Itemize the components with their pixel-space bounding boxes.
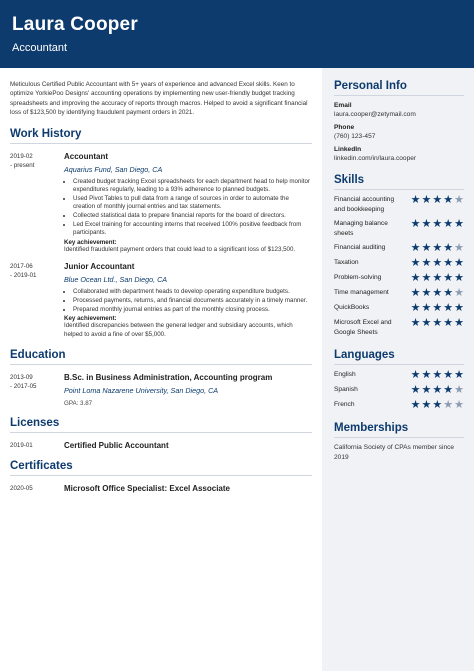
job-company: Blue Ocean Ltd., San Diego, CA — [64, 275, 168, 285]
key-achievement-label: Key achievement: — [64, 238, 117, 246]
skill-item — [334, 273, 464, 283]
star-filled-icon: ★ — [432, 369, 443, 381]
job-date — [10, 152, 64, 255]
star-filled-icon: ★ — [432, 302, 443, 314]
star-filled-icon: ★ — [432, 287, 443, 299]
skill-item — [334, 318, 464, 337]
skill-item — [334, 303, 464, 313]
star-filled-icon: ★ — [443, 317, 454, 329]
star-filled-icon: ★ — [421, 287, 432, 299]
education-gpa: GPA: 3.87 — [64, 400, 93, 408]
skill-rating — [411, 318, 464, 328]
skill-item — [334, 243, 464, 253]
job-bullet: • Used Pivot Tables to pull data from a range of sources in order to automate the creation of monthly journal entries and tax statements. — [73, 195, 312, 212]
certificates-title: Certificates — [10, 460, 312, 476]
skill-rating — [411, 288, 464, 298]
star-filled-icon: ★ — [410, 399, 421, 411]
skills-title: Skills — [334, 174, 464, 190]
job-title: Junior Accountant — [64, 262, 135, 272]
star-filled-icon: ★ — [443, 257, 454, 269]
star-empty-icon: ★ — [443, 399, 454, 411]
skill-name: Time management — [334, 289, 389, 296]
star-filled-icon: ★ — [421, 218, 432, 230]
star-filled-icon: ★ — [421, 272, 432, 284]
key-achievement-text: Identified fraudulent payment orders that could lead to a significant loss of $123,500. — [64, 245, 296, 253]
star-filled-icon: ★ — [432, 242, 443, 254]
education-date — [10, 373, 64, 407]
star-filled-icon: ★ — [410, 218, 421, 230]
candidate-role: Accountant — [12, 42, 68, 54]
star-filled-icon: ★ — [410, 194, 421, 206]
star-filled-icon: ★ — [432, 399, 443, 411]
education-date-end: - 2017-05 — [10, 383, 37, 391]
star-filled-icon: ★ — [421, 257, 432, 269]
job-bullet: • Collected statistical data to prepare financial reports for the board of directors. — [73, 212, 312, 221]
skill-name: Taxation — [334, 259, 359, 266]
star-filled-icon: ★ — [421, 369, 432, 381]
star-filled-icon: ★ — [432, 384, 443, 396]
language-name: French — [334, 401, 355, 408]
key-achievement-text: Identified discrepancies between the general ledger and subsidiary accounts, which helped to avoid a fine of over $5,000. — [64, 322, 293, 338]
job-date-end: - present — [10, 161, 35, 169]
linkedin-value: linkedin.com/in/laura.cooper — [334, 155, 417, 162]
job-bullet: • Processed payments, returns, and financial documents accurately in a timely manner. — [73, 297, 312, 306]
sidebar — [322, 68, 474, 671]
star-filled-icon: ★ — [443, 272, 454, 284]
job-entry — [10, 262, 312, 339]
job-entry — [10, 152, 312, 255]
languages-list — [334, 370, 464, 410]
license-date: 2019-01 — [10, 442, 33, 450]
star-filled-icon: ★ — [454, 257, 464, 269]
key-achievement-label: Key achievement: — [64, 315, 117, 323]
star-filled-icon: ★ — [410, 287, 421, 299]
star-filled-icon: ★ — [421, 399, 432, 411]
star-filled-icon: ★ — [432, 257, 443, 269]
job-date-end: - 2019-01 — [10, 272, 37, 280]
language-name: English — [334, 371, 356, 378]
education-entry — [10, 373, 312, 407]
skill-rating — [411, 303, 464, 313]
phone-label: Phone — [334, 124, 355, 131]
email-value: laura.cooper@zetymail.com — [334, 111, 416, 118]
languages-title: Languages — [334, 349, 464, 365]
linkedin-label: LinkedIn — [334, 146, 362, 153]
star-empty-icon: ★ — [454, 194, 464, 206]
skill-name: Financial auditing — [334, 244, 386, 251]
skill-name: Microsoft Excel and Google Sheets — [334, 319, 392, 336]
resume-header — [0, 0, 474, 68]
star-filled-icon: ★ — [443, 384, 454, 396]
star-filled-icon: ★ — [410, 369, 421, 381]
star-filled-icon: ★ — [410, 257, 421, 269]
skill-item — [334, 219, 464, 238]
star-filled-icon: ★ — [443, 242, 454, 254]
star-filled-icon: ★ — [432, 272, 443, 284]
star-filled-icon: ★ — [454, 272, 464, 284]
membership-text: California Society of CPAs member since 2019 — [334, 444, 455, 461]
star-filled-icon: ★ — [410, 384, 421, 396]
certificate-entry — [10, 484, 312, 493]
language-item — [334, 400, 464, 410]
skill-rating — [411, 219, 464, 229]
star-filled-icon: ★ — [432, 317, 443, 329]
job-bullet: • Collaborated with department heads to develop operating expenditure budgets. — [73, 288, 312, 297]
star-empty-icon: ★ — [454, 242, 464, 254]
star-filled-icon: ★ — [432, 218, 443, 230]
star-filled-icon: ★ — [421, 317, 432, 329]
job-bullets — [64, 178, 312, 238]
email-label: Email — [334, 102, 352, 109]
star-empty-icon: ★ — [454, 384, 464, 396]
job-bullet: • Led Excel training for accounting interns that received 100% positive feedback from participants. — [73, 221, 312, 238]
skill-item — [334, 258, 464, 268]
education-school: Point Loma Nazarene University, San Diego, CA — [64, 386, 219, 396]
summary-text: Meticulous Certified Public Accountant with 5+ years of experience and advanced Excel skills. Keen to optimize YorkiePoo Designs' accounting operations by implementing new user-friendly budget tracking spreadsheets and improving the accuracy of reports through macros. Helped to avoid a significant financial loss of $123,500 by identifying fraudulent payment orders in 2021. — [10, 81, 308, 117]
job-title: Accountant — [64, 151, 108, 161]
star-filled-icon: ★ — [410, 302, 421, 314]
work-history-title: Work History — [10, 128, 312, 144]
education-degree: B.Sc. in Business Administration, Accounting program — [64, 373, 273, 383]
personal-info-title: Personal Info — [334, 80, 464, 96]
star-filled-icon: ★ — [454, 218, 464, 230]
star-filled-icon: ★ — [410, 317, 421, 329]
star-filled-icon: ★ — [443, 287, 454, 299]
skill-item — [334, 195, 464, 214]
skill-name: Managing balance sheets — [334, 220, 388, 237]
star-filled-icon: ★ — [421, 194, 432, 206]
memberships-title: Memberships — [334, 422, 464, 438]
language-rating — [411, 385, 464, 395]
star-filled-icon: ★ — [454, 369, 464, 381]
star-filled-icon: ★ — [443, 369, 454, 381]
language-item — [334, 370, 464, 380]
job-bullet: • Created budget tracking Excel spreadsheets for each department head to help monitor expenditures regularly, leading to a 93% adherence to planned budgets. — [73, 178, 312, 195]
skill-rating — [411, 195, 464, 205]
candidate-name: Laura Cooper — [12, 14, 138, 35]
language-rating — [411, 370, 464, 380]
education-date-start: 2013-09 — [10, 374, 33, 382]
star-filled-icon: ★ — [410, 272, 421, 284]
star-filled-icon: ★ — [410, 242, 421, 254]
language-item — [334, 385, 464, 395]
skill-rating — [411, 258, 464, 268]
phone-value: (760) 123-457 — [334, 133, 376, 140]
star-filled-icon: ★ — [443, 218, 454, 230]
job-date-start: 2017-06 — [10, 263, 33, 271]
licenses-title: Licenses — [10, 417, 312, 433]
skill-name: QuickBooks — [334, 304, 370, 311]
job-bullet: • Prepared monthly journal entries as part of the monthly closing process. — [73, 306, 312, 315]
language-name: Spanish — [334, 386, 358, 393]
star-filled-icon: ★ — [432, 194, 443, 206]
star-filled-icon: ★ — [443, 302, 454, 314]
main-column — [10, 80, 312, 493]
star-filled-icon: ★ — [421, 242, 432, 254]
skill-item — [334, 288, 464, 298]
skills-list — [334, 195, 464, 337]
job-company: Aquarius Fund, San Diego, CA — [64, 164, 163, 174]
certificate-name: Microsoft Office Specialist: Excel Associate — [64, 484, 230, 494]
education-title: Education — [10, 349, 312, 365]
job-bullets — [64, 288, 312, 314]
skill-rating — [411, 273, 464, 283]
star-empty-icon: ★ — [454, 287, 464, 299]
skill-rating — [411, 243, 464, 253]
job-date — [10, 262, 64, 339]
language-rating — [411, 400, 464, 410]
star-filled-icon: ★ — [421, 302, 432, 314]
skill-name: Problem-solving — [334, 274, 382, 281]
certificate-date: 2020-05 — [10, 485, 33, 493]
license-entry — [10, 441, 312, 450]
star-filled-icon: ★ — [421, 384, 432, 396]
star-filled-icon: ★ — [443, 194, 454, 206]
star-empty-icon: ★ — [454, 399, 464, 411]
star-filled-icon: ★ — [454, 302, 464, 314]
job-date-start: 2019-02 — [10, 152, 33, 160]
skill-name: Financial accounting and bookkeeping — [334, 196, 395, 213]
star-filled-icon: ★ — [454, 317, 464, 329]
license-name: Certified Public Accountant — [64, 441, 169, 451]
